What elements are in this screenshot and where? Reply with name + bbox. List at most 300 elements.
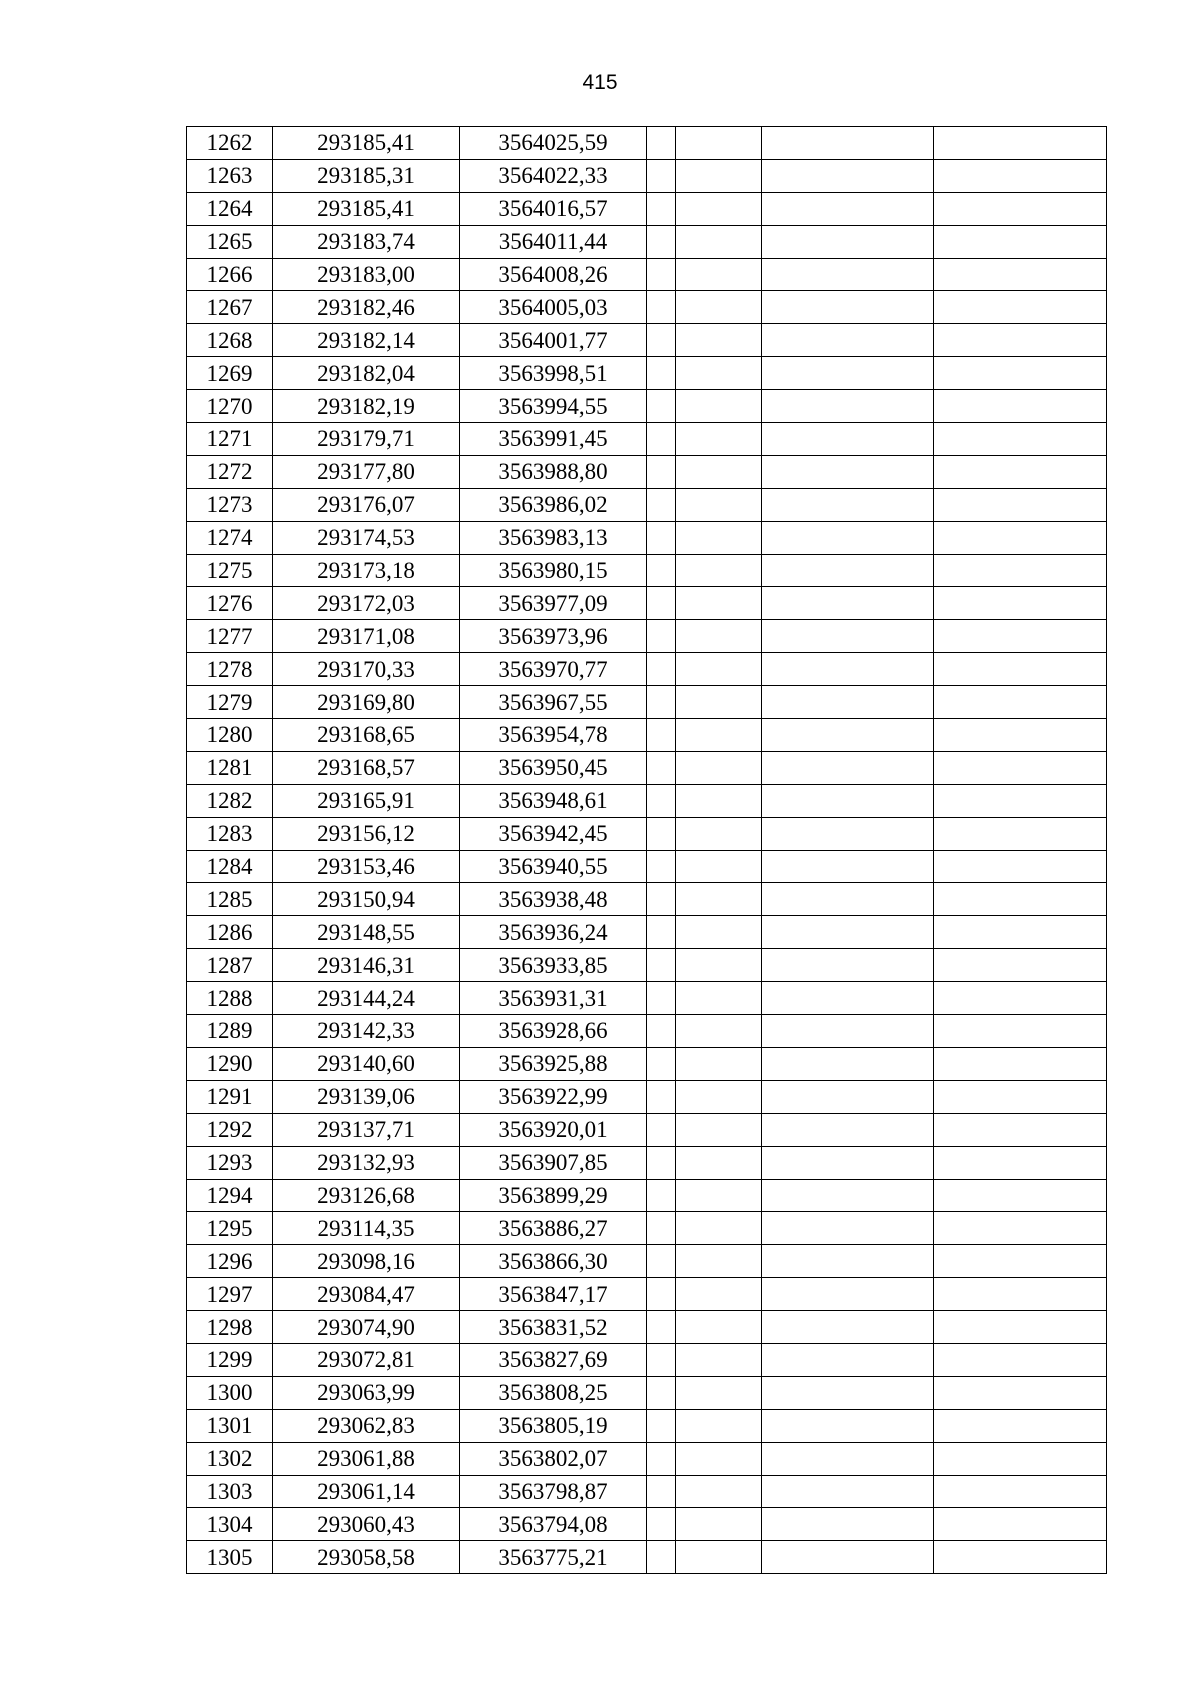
- x-coordinate-cell: 293182,46: [273, 291, 460, 324]
- x-coordinate-cell: 293061,14: [273, 1475, 460, 1508]
- empty-cell: [647, 1015, 676, 1048]
- empty-cell: [762, 390, 934, 423]
- point-number-cell: 1293: [187, 1146, 273, 1179]
- point-number-cell: 1299: [187, 1343, 273, 1376]
- y-coordinate-cell: 3563808,25: [460, 1376, 647, 1409]
- table-row: [187, 554, 1107, 587]
- empty-cell: [762, 1179, 934, 1212]
- empty-cell: [762, 1541, 934, 1574]
- empty-cell: [647, 982, 676, 1015]
- empty-cell: [647, 719, 676, 752]
- empty-cell: [762, 423, 934, 456]
- empty-cell: [647, 1179, 676, 1212]
- empty-cell: [934, 291, 1107, 324]
- table-row: [187, 751, 1107, 784]
- table-row: [187, 1212, 1107, 1245]
- y-coordinate-cell: 3564008,26: [460, 258, 647, 291]
- empty-cell: [762, 850, 934, 883]
- point-number-cell: 1294: [187, 1179, 273, 1212]
- empty-cell: [934, 1212, 1107, 1245]
- empty-cell: [676, 686, 762, 719]
- x-coordinate-cell: 293174,53: [273, 521, 460, 554]
- empty-cell: [762, 1080, 934, 1113]
- empty-cell: [934, 850, 1107, 883]
- empty-cell: [676, 1047, 762, 1080]
- empty-cell: [762, 686, 934, 719]
- empty-cell: [934, 225, 1107, 258]
- x-coordinate-cell: 293061,88: [273, 1442, 460, 1475]
- y-coordinate-cell: 3563991,45: [460, 423, 647, 456]
- empty-cell: [934, 817, 1107, 850]
- table-row: [187, 1245, 1107, 1278]
- empty-cell: [762, 883, 934, 916]
- point-number-cell: 1265: [187, 225, 273, 258]
- point-number-cell: 1305: [187, 1541, 273, 1574]
- empty-cell: [762, 653, 934, 686]
- empty-cell: [647, 291, 676, 324]
- y-coordinate-cell: 3563980,15: [460, 554, 647, 587]
- empty-cell: [676, 521, 762, 554]
- point-number-cell: 1272: [187, 455, 273, 488]
- point-number-cell: 1285: [187, 883, 273, 916]
- empty-cell: [762, 192, 934, 225]
- y-coordinate-cell: 3564025,59: [460, 127, 647, 160]
- x-coordinate-cell: 293169,80: [273, 686, 460, 719]
- empty-cell: [762, 1409, 934, 1442]
- empty-cell: [762, 817, 934, 850]
- y-coordinate-cell: 3563931,31: [460, 982, 647, 1015]
- empty-cell: [934, 1343, 1107, 1376]
- empty-cell: [934, 1080, 1107, 1113]
- empty-cell: [934, 1113, 1107, 1146]
- table-row: [187, 1541, 1107, 1574]
- empty-cell: [676, 1113, 762, 1146]
- y-coordinate-cell: 3563899,29: [460, 1179, 647, 1212]
- empty-cell: [647, 949, 676, 982]
- point-number-cell: 1273: [187, 488, 273, 521]
- point-number-cell: 1289: [187, 1015, 273, 1048]
- x-coordinate-cell: 293185,41: [273, 127, 460, 160]
- table-row: [187, 949, 1107, 982]
- point-number-cell: 1264: [187, 192, 273, 225]
- empty-cell: [762, 916, 934, 949]
- empty-cell: [934, 653, 1107, 686]
- point-number-cell: 1270: [187, 390, 273, 423]
- empty-cell: [647, 1475, 676, 1508]
- y-coordinate-cell: 3564016,57: [460, 192, 647, 225]
- point-number-cell: 1291: [187, 1080, 273, 1113]
- table-row: [187, 192, 1107, 225]
- empty-cell: [762, 455, 934, 488]
- empty-cell: [676, 127, 762, 160]
- y-coordinate-cell: 3563847,17: [460, 1278, 647, 1311]
- empty-cell: [934, 784, 1107, 817]
- y-coordinate-cell: 3563938,48: [460, 883, 647, 916]
- x-coordinate-cell: 293153,46: [273, 850, 460, 883]
- empty-cell: [934, 127, 1107, 160]
- table-row: [187, 719, 1107, 752]
- empty-cell: [934, 1541, 1107, 1574]
- table-row: [187, 1080, 1107, 1113]
- empty-cell: [934, 916, 1107, 949]
- y-coordinate-cell: 3563831,52: [460, 1311, 647, 1344]
- table-row: [187, 455, 1107, 488]
- y-coordinate-cell: 3563794,08: [460, 1508, 647, 1541]
- point-number-cell: 1283: [187, 817, 273, 850]
- x-coordinate-cell: 293142,33: [273, 1015, 460, 1048]
- x-coordinate-cell: 293182,04: [273, 357, 460, 390]
- y-coordinate-cell: 3563940,55: [460, 850, 647, 883]
- point-number-cell: 1268: [187, 324, 273, 357]
- table-row: [187, 784, 1107, 817]
- empty-cell: [676, 1311, 762, 1344]
- empty-cell: [762, 488, 934, 521]
- point-number-cell: 1286: [187, 916, 273, 949]
- table-row: [187, 488, 1107, 521]
- y-coordinate-cell: 3563988,80: [460, 455, 647, 488]
- empty-cell: [676, 1080, 762, 1113]
- point-number-cell: 1301: [187, 1409, 273, 1442]
- empty-cell: [647, 686, 676, 719]
- x-coordinate-cell: 293170,33: [273, 653, 460, 686]
- table-row: [187, 620, 1107, 653]
- point-number-cell: 1303: [187, 1475, 273, 1508]
- empty-cell: [762, 1278, 934, 1311]
- x-coordinate-cell: 293098,16: [273, 1245, 460, 1278]
- empty-cell: [647, 423, 676, 456]
- table-row: [187, 1278, 1107, 1311]
- y-coordinate-cell: 3563802,07: [460, 1442, 647, 1475]
- x-coordinate-cell: 293173,18: [273, 554, 460, 587]
- empty-cell: [676, 291, 762, 324]
- x-coordinate-cell: 293140,60: [273, 1047, 460, 1080]
- empty-cell: [934, 324, 1107, 357]
- point-number-cell: 1271: [187, 423, 273, 456]
- y-coordinate-cell: 3563775,21: [460, 1541, 647, 1574]
- empty-cell: [676, 883, 762, 916]
- empty-cell: [647, 784, 676, 817]
- empty-cell: [676, 751, 762, 784]
- point-number-cell: 1297: [187, 1278, 273, 1311]
- x-coordinate-cell: 293072,81: [273, 1343, 460, 1376]
- empty-cell: [676, 1245, 762, 1278]
- empty-cell: [647, 127, 676, 160]
- empty-cell: [676, 225, 762, 258]
- empty-cell: [762, 1442, 934, 1475]
- point-number-cell: 1302: [187, 1442, 273, 1475]
- empty-cell: [647, 817, 676, 850]
- empty-cell: [647, 883, 676, 916]
- y-coordinate-cell: 3563827,69: [460, 1343, 647, 1376]
- y-coordinate-cell: 3563983,13: [460, 521, 647, 554]
- table-row: [187, 1409, 1107, 1442]
- empty-cell: [647, 159, 676, 192]
- empty-cell: [934, 423, 1107, 456]
- table-row: [187, 817, 1107, 850]
- table-row: [187, 521, 1107, 554]
- empty-cell: [762, 1015, 934, 1048]
- empty-cell: [647, 916, 676, 949]
- table-row: [187, 1475, 1107, 1508]
- empty-cell: [934, 554, 1107, 587]
- y-coordinate-cell: 3563933,85: [460, 949, 647, 982]
- table-row: [187, 653, 1107, 686]
- empty-cell: [676, 1508, 762, 1541]
- x-coordinate-cell: 293074,90: [273, 1311, 460, 1344]
- empty-cell: [762, 127, 934, 160]
- empty-cell: [762, 357, 934, 390]
- y-coordinate-cell: 3563973,96: [460, 620, 647, 653]
- empty-cell: [934, 1278, 1107, 1311]
- point-number-cell: 1262: [187, 127, 273, 160]
- empty-cell: [647, 1047, 676, 1080]
- empty-cell: [676, 1146, 762, 1179]
- empty-cell: [676, 1212, 762, 1245]
- x-coordinate-cell: 293146,31: [273, 949, 460, 982]
- empty-cell: [934, 455, 1107, 488]
- y-coordinate-cell: 3563994,55: [460, 390, 647, 423]
- empty-cell: [647, 1376, 676, 1409]
- empty-cell: [676, 916, 762, 949]
- empty-cell: [762, 620, 934, 653]
- x-coordinate-cell: 293137,71: [273, 1113, 460, 1146]
- empty-cell: [647, 357, 676, 390]
- empty-cell: [934, 686, 1107, 719]
- table-row: [187, 587, 1107, 620]
- x-coordinate-cell: 293148,55: [273, 916, 460, 949]
- empty-cell: [676, 784, 762, 817]
- empty-cell: [676, 719, 762, 752]
- point-number-cell: 1284: [187, 850, 273, 883]
- point-number-cell: 1274: [187, 521, 273, 554]
- empty-cell: [934, 949, 1107, 982]
- empty-cell: [762, 719, 934, 752]
- empty-cell: [762, 784, 934, 817]
- empty-cell: [934, 1508, 1107, 1541]
- empty-cell: [934, 1311, 1107, 1344]
- y-coordinate-cell: 3564022,33: [460, 159, 647, 192]
- empty-cell: [647, 1442, 676, 1475]
- y-coordinate-cell: 3563922,99: [460, 1080, 647, 1113]
- point-number-cell: 1263: [187, 159, 273, 192]
- table-row: [187, 390, 1107, 423]
- point-number-cell: 1280: [187, 719, 273, 752]
- empty-cell: [647, 1080, 676, 1113]
- y-coordinate-cell: 3563866,30: [460, 1245, 647, 1278]
- coordinates-table: [186, 126, 1107, 1574]
- table-row: [187, 324, 1107, 357]
- point-number-cell: 1298: [187, 1311, 273, 1344]
- table-row: [187, 982, 1107, 1015]
- point-number-cell: 1288: [187, 982, 273, 1015]
- empty-cell: [934, 1015, 1107, 1048]
- empty-cell: [762, 1113, 934, 1146]
- empty-cell: [934, 620, 1107, 653]
- x-coordinate-cell: 293176,07: [273, 488, 460, 521]
- point-number-cell: 1281: [187, 751, 273, 784]
- empty-cell: [647, 488, 676, 521]
- empty-cell: [676, 1442, 762, 1475]
- point-number-cell: 1278: [187, 653, 273, 686]
- table-row: [187, 1047, 1107, 1080]
- empty-cell: [676, 423, 762, 456]
- x-coordinate-cell: 293183,00: [273, 258, 460, 291]
- x-coordinate-cell: 293165,91: [273, 784, 460, 817]
- table-row: [187, 1442, 1107, 1475]
- empty-cell: [676, 1475, 762, 1508]
- table-row: [187, 423, 1107, 456]
- empty-cell: [934, 1376, 1107, 1409]
- empty-cell: [762, 1245, 934, 1278]
- empty-cell: [934, 1245, 1107, 1278]
- y-coordinate-cell: 3563925,88: [460, 1047, 647, 1080]
- empty-cell: [762, 1343, 934, 1376]
- empty-cell: [647, 554, 676, 587]
- empty-cell: [676, 653, 762, 686]
- empty-cell: [647, 751, 676, 784]
- empty-cell: [647, 1311, 676, 1344]
- empty-cell: [647, 1508, 676, 1541]
- x-coordinate-cell: 293172,03: [273, 587, 460, 620]
- x-coordinate-cell: 293062,83: [273, 1409, 460, 1442]
- table-row: [187, 357, 1107, 390]
- empty-cell: [647, 850, 676, 883]
- empty-cell: [676, 1015, 762, 1048]
- empty-cell: [934, 1146, 1107, 1179]
- table-row: [187, 127, 1107, 160]
- empty-cell: [762, 159, 934, 192]
- y-coordinate-cell: 3563948,61: [460, 784, 647, 817]
- empty-cell: [934, 357, 1107, 390]
- x-coordinate-cell: 293144,24: [273, 982, 460, 1015]
- point-number-cell: 1287: [187, 949, 273, 982]
- empty-cell: [762, 291, 934, 324]
- empty-cell: [647, 1245, 676, 1278]
- x-coordinate-cell: 293132,93: [273, 1146, 460, 1179]
- empty-cell: [676, 949, 762, 982]
- empty-cell: [934, 1047, 1107, 1080]
- empty-cell: [647, 390, 676, 423]
- x-coordinate-cell: 293084,47: [273, 1278, 460, 1311]
- empty-cell: [934, 1409, 1107, 1442]
- empty-cell: [676, 982, 762, 1015]
- y-coordinate-cell: 3563942,45: [460, 817, 647, 850]
- x-coordinate-cell: 293168,57: [273, 751, 460, 784]
- empty-cell: [676, 324, 762, 357]
- x-coordinate-cell: 293171,08: [273, 620, 460, 653]
- empty-cell: [676, 1541, 762, 1574]
- empty-cell: [647, 225, 676, 258]
- page-number: 415: [582, 71, 618, 94]
- empty-cell: [934, 587, 1107, 620]
- y-coordinate-cell: 3563928,66: [460, 1015, 647, 1048]
- empty-cell: [676, 817, 762, 850]
- empty-cell: [762, 587, 934, 620]
- empty-cell: [762, 751, 934, 784]
- table-row: [187, 686, 1107, 719]
- empty-cell: [676, 1343, 762, 1376]
- point-number-cell: 1277: [187, 620, 273, 653]
- empty-cell: [676, 258, 762, 291]
- y-coordinate-cell: 3563886,27: [460, 1212, 647, 1245]
- point-number-cell: 1279: [187, 686, 273, 719]
- empty-cell: [934, 390, 1107, 423]
- point-number-cell: 1275: [187, 554, 273, 587]
- point-number-cell: 1300: [187, 1376, 273, 1409]
- empty-cell: [647, 1278, 676, 1311]
- y-coordinate-cell: 3564005,03: [460, 291, 647, 324]
- empty-cell: [647, 1146, 676, 1179]
- empty-cell: [676, 1278, 762, 1311]
- x-coordinate-cell: 293060,43: [273, 1508, 460, 1541]
- x-coordinate-cell: 293063,99: [273, 1376, 460, 1409]
- point-number-cell: 1267: [187, 291, 273, 324]
- table-row: [187, 1015, 1107, 1048]
- empty-cell: [762, 949, 934, 982]
- x-coordinate-cell: 293179,71: [273, 423, 460, 456]
- empty-cell: [676, 554, 762, 587]
- x-coordinate-cell: 293182,19: [273, 390, 460, 423]
- y-coordinate-cell: 3563936,24: [460, 916, 647, 949]
- point-number-cell: 1266: [187, 258, 273, 291]
- empty-cell: [676, 587, 762, 620]
- table-row: [187, 159, 1107, 192]
- x-coordinate-cell: 293114,35: [273, 1212, 460, 1245]
- x-coordinate-cell: 293139,06: [273, 1080, 460, 1113]
- empty-cell: [934, 1179, 1107, 1212]
- y-coordinate-cell: 3563950,45: [460, 751, 647, 784]
- empty-cell: [934, 719, 1107, 752]
- empty-cell: [934, 521, 1107, 554]
- x-coordinate-cell: 293156,12: [273, 817, 460, 850]
- y-coordinate-cell: 3564011,44: [460, 225, 647, 258]
- y-coordinate-cell: 3563798,87: [460, 1475, 647, 1508]
- y-coordinate-cell: 3564001,77: [460, 324, 647, 357]
- table-row: [187, 1508, 1107, 1541]
- y-coordinate-cell: 3563998,51: [460, 357, 647, 390]
- empty-cell: [762, 225, 934, 258]
- table-row: [187, 1113, 1107, 1146]
- empty-cell: [647, 1343, 676, 1376]
- empty-cell: [762, 1376, 934, 1409]
- y-coordinate-cell: 3563986,02: [460, 488, 647, 521]
- table-row: [187, 1343, 1107, 1376]
- y-coordinate-cell: 3563805,19: [460, 1409, 647, 1442]
- x-coordinate-cell: 293183,74: [273, 225, 460, 258]
- y-coordinate-cell: 3563954,78: [460, 719, 647, 752]
- empty-cell: [647, 1113, 676, 1146]
- empty-cell: [762, 324, 934, 357]
- point-number-cell: 1290: [187, 1047, 273, 1080]
- table-row: [187, 1146, 1107, 1179]
- table-row: [187, 850, 1107, 883]
- empty-cell: [762, 1508, 934, 1541]
- empty-cell: [934, 159, 1107, 192]
- empty-cell: [647, 587, 676, 620]
- table-row: [187, 258, 1107, 291]
- empty-cell: [647, 324, 676, 357]
- y-coordinate-cell: 3563977,09: [460, 587, 647, 620]
- point-number-cell: 1269: [187, 357, 273, 390]
- empty-cell: [934, 883, 1107, 916]
- empty-cell: [676, 192, 762, 225]
- empty-cell: [647, 258, 676, 291]
- x-coordinate-cell: 293168,65: [273, 719, 460, 752]
- empty-cell: [762, 982, 934, 1015]
- point-number-cell: 1304: [187, 1508, 273, 1541]
- empty-cell: [676, 1376, 762, 1409]
- x-coordinate-cell: 293150,94: [273, 883, 460, 916]
